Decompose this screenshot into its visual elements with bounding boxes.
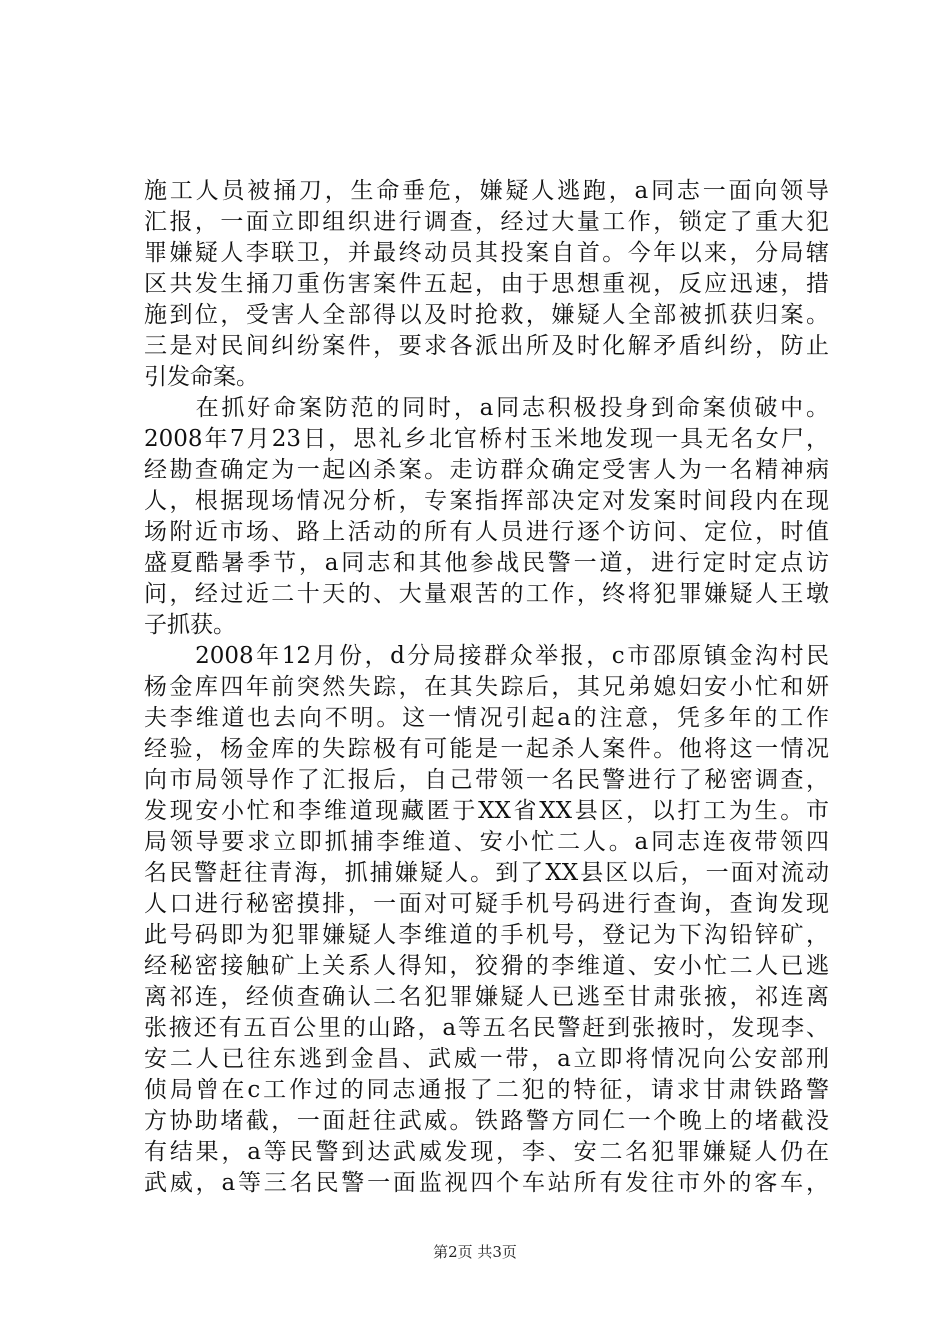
document-body bbox=[144, 176, 829, 1199]
text-line: 向市局领导作了汇报后，自己带领一名民警进行了秘密调查， bbox=[144, 767, 829, 793]
text-line: 安二人已往东逃到金昌、武威一带，a立即将情况向公安部刑 bbox=[144, 1046, 829, 1072]
text-line: 方协助堵截，一面赶往武威。铁路警方同仁一个晚上的堵截没 bbox=[144, 1108, 829, 1134]
text-line: 盛夏酷暑季节，a同志和其他参战民警一道，进行定时定点访 bbox=[144, 550, 829, 576]
text-line: 问，经过近二十天的、大量艰苦的工作，终将犯罪嫌疑人王墩 bbox=[144, 581, 829, 607]
text-line: 名民警赶往青海，抓捕嫌疑人。到了XX县区以后，一面对流动 bbox=[144, 860, 829, 886]
text-line: 区共发生捅刀重伤害案件五起，由于思想重视，反应迅速，措 bbox=[144, 271, 829, 297]
text-line: 三是对民间纠纷案件，要求各派出所及时化解矛盾纠纷，防止 bbox=[144, 333, 829, 359]
text-line: 汇报，一面立即组织进行调查，经过大量工作，锁定了重大犯 bbox=[144, 209, 829, 235]
text-line: 此号码即为犯罪嫌疑人李维道的手机号，登记为下沟铅锌矿， bbox=[144, 922, 829, 948]
text-line: 施到位，受害人全部得以及时抢救，嫌疑人全部被抓获归案。 bbox=[144, 302, 829, 328]
text-line: 局领导要求立即抓捕李维道、安小忙二人。a同志连夜带领四 bbox=[144, 829, 829, 855]
text-line: 离祁连，经侦查确认二名犯罪嫌疑人已逃至甘肃张掖，祁连离 bbox=[144, 984, 829, 1010]
text-line: 有结果，a等民警到达武威发现，李、安二名犯罪嫌疑人仍在 bbox=[144, 1139, 829, 1165]
text-line: 人，根据现场情况分析，专案指挥部决定对发案时间段内在现 bbox=[144, 488, 829, 514]
text-line: 2008年7月23日，思礼乡北官桥村玉米地发现一具无名女尸， bbox=[144, 426, 829, 452]
text-line: 杨金库四年前突然失踪，在其失踪后，其兄弟媳妇安小忙和妍 bbox=[144, 674, 829, 700]
text-line: 在抓好命案防范的同时，a同志积极投身到命案侦破中。 bbox=[144, 395, 829, 421]
text-line: 2008年12月份，d分局接群众举报，c市邵原镇金沟村民 bbox=[144, 643, 829, 669]
text-line: 张掖还有五百公里的山路，a等五名民警赶到张掖时，发现李、 bbox=[144, 1015, 829, 1041]
text-line: 子抓获。 bbox=[144, 612, 236, 638]
text-line: 侦局曾在c工作过的同志通报了二犯的特征，请求甘肃铁路警 bbox=[144, 1077, 829, 1103]
text-line: 引发命案。 bbox=[144, 364, 259, 390]
text-line: 罪嫌疑人李联卫，并最终动员其投案自首。今年以来，分局辖 bbox=[144, 240, 829, 266]
text-line: 经秘密接触矿上关系人得知，狡猾的李维道、安小忙二人已逃 bbox=[144, 953, 829, 979]
page-number-footer: 第2页 共3页 bbox=[433, 1243, 517, 1261]
text-line: 施工人员被捅刀，生命垂危，嫌疑人逃跑，a同志一面向领导 bbox=[144, 178, 829, 204]
text-line: 经勘查确定为一起凶杀案。走访群众确定受害人为一名精神病 bbox=[144, 457, 829, 483]
text-line: 夫李维道也去向不明。这一情况引起a的注意，凭多年的工作 bbox=[144, 705, 829, 731]
text-line: 发现安小忙和李维道现藏匿于XX省XX县区，以打工为生。市 bbox=[144, 798, 829, 824]
text-line: 经验，杨金库的失踪极有可能是一起杀人案件。他将这一情况 bbox=[144, 736, 829, 762]
text-line: 武威，a等三名民警一面监视四个车站所有发往市外的客车， bbox=[144, 1170, 829, 1196]
text-line: 人口进行秘密摸排，一面对可疑手机号码进行查询，查询发现 bbox=[144, 891, 829, 917]
text-line: 场附近市场、路上活动的所有人员进行逐个访问、定位，时值 bbox=[144, 519, 829, 545]
